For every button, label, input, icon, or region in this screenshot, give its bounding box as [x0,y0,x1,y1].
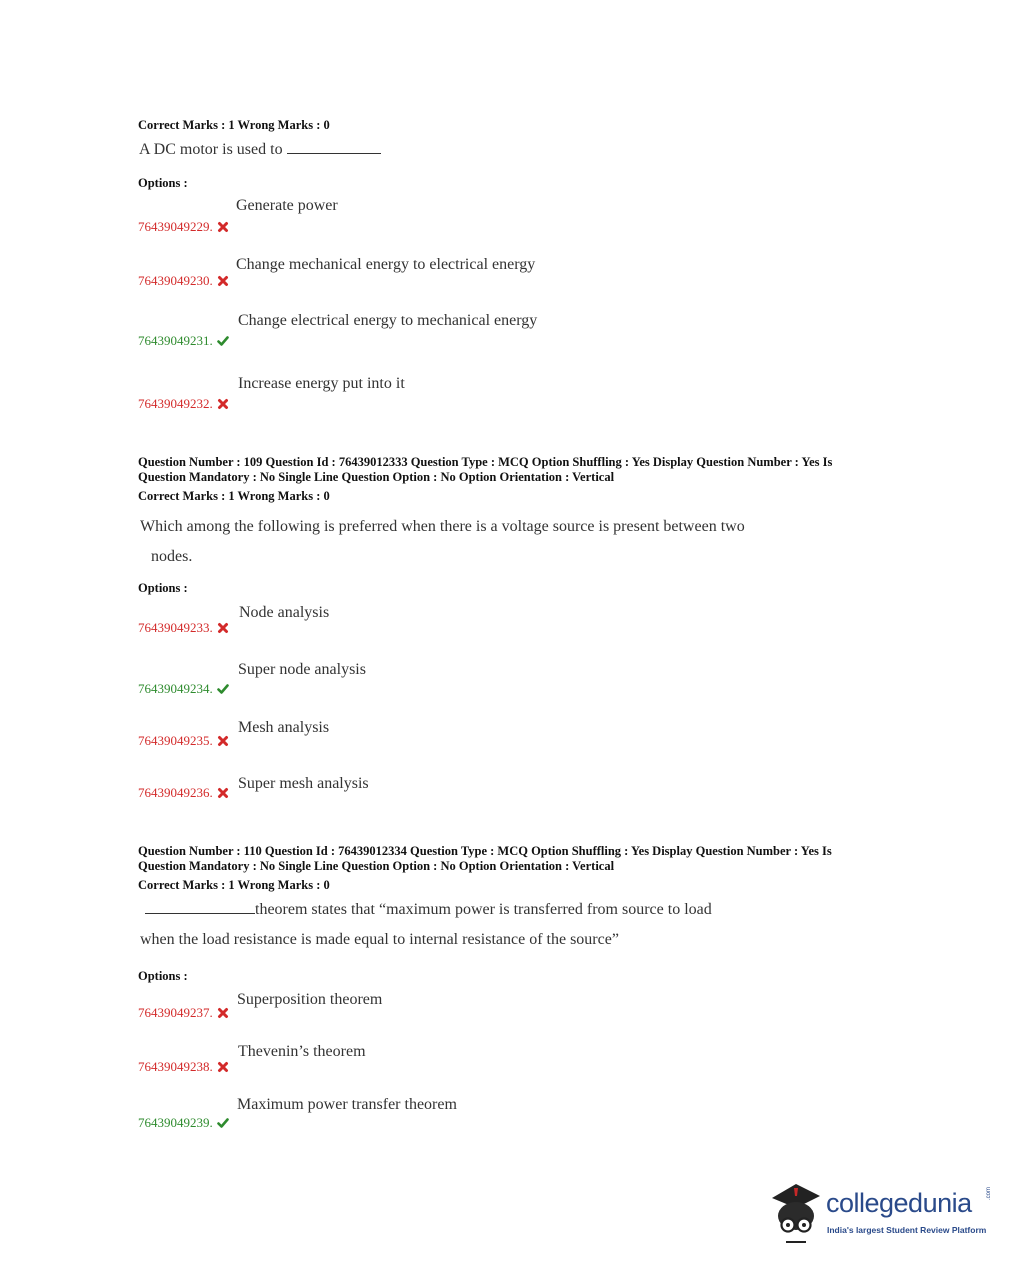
q108-option-4-id-text: 76439049232. [138,396,213,411]
q110-option-2-id [138,1059,229,1075]
q108-option-2-id-text: 76439049230. [138,273,213,288]
correct-check-icon [217,1117,229,1129]
q108-option-2-id [138,273,229,289]
q109-marks: Correct Marks : 1 Wrong Marks : 0 [138,489,330,503]
logo-tagline: India's largest Student Review Platform [827,1225,987,1235]
q108-option-3-id [138,333,229,349]
q108-option-3-id-text: 76439049231. [138,333,213,348]
q108-options-label: Options : [138,176,188,190]
q110-options-label: Options : [138,969,188,983]
q109-meta-line-2: Question Mandatory : No Single Line Question Option : No Option Orientation : Vertical [138,470,615,484]
logo-domain-suffix: .com [986,1186,992,1200]
q110-meta-line-1: Question Number : 110 Question Id : 76439012334 Question Type : MCQ Option Shuffling : Yes Display Question Number : Yes Is [138,844,832,858]
q109-option-1-id-text: 76439049233. [138,620,213,635]
wrong-cross-icon [217,275,229,287]
mascot-icon [766,1178,824,1248]
q108-marks: Correct Marks : 1 Wrong Marks : 0 [138,118,330,132]
q109-option-2-id-text: 76439049234. [138,681,213,696]
q108-option-1-id [138,219,229,235]
q110-option-3-id-text: 76439049239. [138,1115,213,1130]
q109-question-line-2: nodes. [151,548,193,565]
wrong-cross-icon [217,398,229,410]
q110-answer-blank [145,913,255,914]
q110-option-1-text: Superposition theorem [237,991,383,1008]
q109-option-1-id [138,620,229,636]
q110-option-3-text: Maximum power transfer theorem [237,1096,457,1113]
wrong-cross-icon [217,622,229,634]
q108-option-4-id [138,396,229,412]
wrong-cross-icon [217,787,229,799]
q110-option-2-id-text: 76439049238. [138,1059,213,1074]
q110-option-1-id [138,1005,229,1021]
q108-option-4-text: Increase energy put into it [238,375,405,392]
wrong-cross-icon [217,1061,229,1073]
q108-option-1-id-text: 76439049229. [138,219,213,234]
collegedunia-logo [766,1178,996,1248]
q109-options-label: Options : [138,581,188,595]
q110-option-1-id-text: 76439049237. [138,1005,213,1020]
q110-question-line-1-text: theorem states that “maximum power is transferred from source to load [255,901,712,918]
q110-option-3-id [138,1115,229,1131]
q109-option-3-id-text: 76439049235. [138,733,213,748]
q110-question-line-2: when the load resistance is made equal to internal resistance of the source” [140,931,619,948]
q109-option-4-id-text: 76439049236. [138,785,213,800]
q109-meta-line-1: Question Number : 109 Question Id : 76439012333 Question Type : MCQ Option Shuffling : Yes Display Question Number : Yes Is [138,455,833,469]
wrong-cross-icon [217,1007,229,1019]
q109-option-1-text: Node analysis [239,604,330,621]
wrong-cross-icon [217,735,229,747]
q108-option-3-text: Change electrical energy to mechanical energy [238,312,538,329]
q108-question-text [139,141,381,159]
wrong-cross-icon [217,221,229,233]
correct-check-icon [217,335,229,347]
logo-wordmark: collegedunia [826,1188,972,1218]
q109-option-2-text: Super node analysis [238,661,366,678]
q109-option-4-id [138,785,229,801]
q109-option-4-text: Super mesh analysis [238,775,369,792]
q110-meta-line-2: Question Mandatory : No Single Line Question Option : No Option Orientation : Vertical [138,859,615,873]
q110-question-line-1 [145,901,712,919]
q110-option-2-text: Thevenin’s theorem [238,1043,366,1060]
q108-question-stem: A DC motor is used to [139,141,283,158]
q108-option-1-text: Generate power [236,197,338,214]
q108-option-2-text: Change mechanical energy to electrical energy [236,256,536,273]
correct-check-icon [217,683,229,695]
q108-answer-blank [287,153,381,154]
q110-marks: Correct Marks : 1 Wrong Marks : 0 [138,878,330,892]
q109-question-line-1: Which among the following is preferred when there is a voltage source is present between two [140,518,745,535]
q109-option-3-text: Mesh analysis [238,719,330,736]
q109-option-3-id [138,733,229,749]
q109-option-2-id [138,681,229,697]
